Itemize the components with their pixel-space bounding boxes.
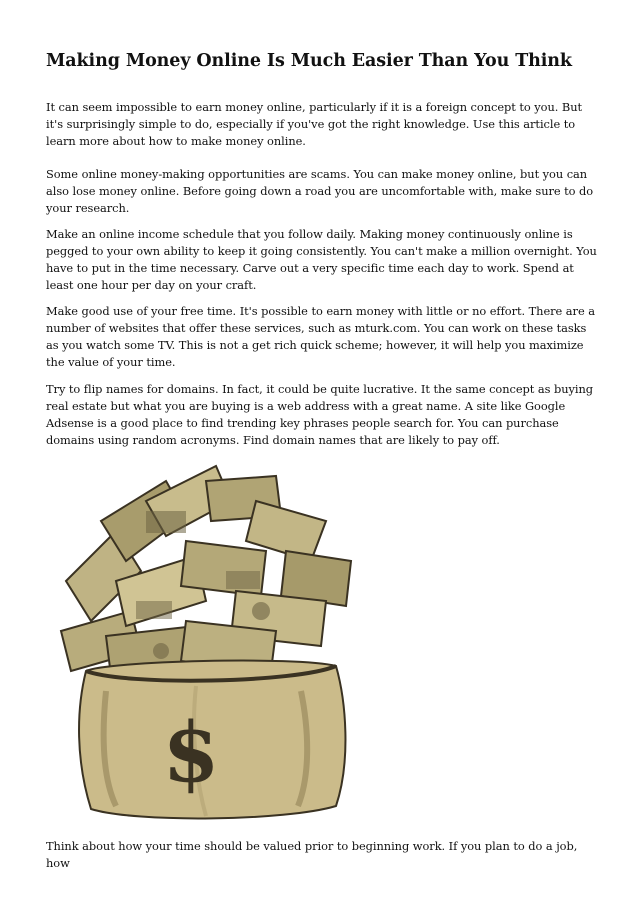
bag [79,661,345,819]
paragraph-1: It can seem impossible to earn money online, particularly if it is a foreign concept to you. But it's surprisingly simple to do, especially if you've got the right knowledge. Use this article to learn more about how to make money online. [46,100,583,148]
page-title: Making Money Online Is Much Easier Than You Think [46,51,572,71]
money-bag-illustration [46,461,361,821]
money-bag-icon [46,461,361,821]
paragraph-6: Think about how your time should be valued prior to beginning work. If you plan to do a job, how [46,839,578,870]
dollar-symbol: $ [162,705,220,801]
paragraph-4: Make good use of your free time. It's possible to earn money with little or no effort. There are a number of websites that offer these services, such as mturk.com. You can work on these tasks as you watch some TV. This is not a get rich quick scheme; however, it will help you maximize the value of your time. [46,304,595,369]
paragraph-3: Make an online income schedule that you follow daily. Making money continuously online is pegged to your own ability to keep it going consistently. You can't make a million overnight. You have to put in the time necessary. Carve out a very specific time each day to work. Spend at least one hour per day on your craft. [46,227,597,292]
paragraph-2: Some online money-making opportunities are scams. You can make money online, but you can also lose money online. Before going down a road you are uncomfortable with, make sure to do your research. [46,167,594,215]
paragraph-5: Try to flip names for domains. In fact, it could be quite lucrative. It the same concept as buying real estate but what you are buying is a web address with a great name. A site like Google Adsense is a good place to find trending key phrases people search for. You can purchase domains using random acronyms. Find domain names that are likely to pay off. [46,382,594,447]
dollar-bills [61,466,351,676]
